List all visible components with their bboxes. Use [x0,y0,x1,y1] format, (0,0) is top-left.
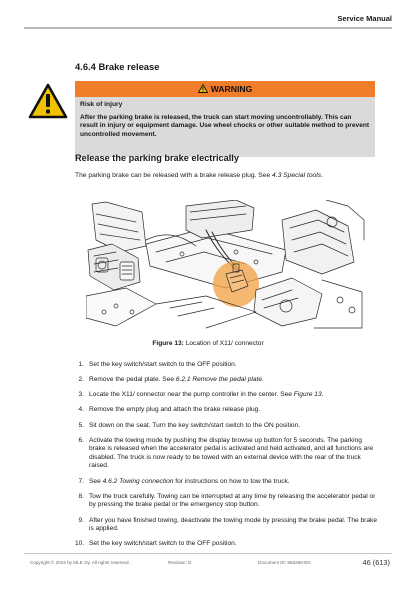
list-item [75,376,380,385]
list-item [75,391,380,400]
step-number: 7. [78,477,84,485]
page-number: 46 (613) [362,558,390,567]
list-item [75,517,380,534]
step-reference-link[interactable]: Figure 13 [293,391,322,399]
step-text: Remove the empty plug and attach the brake release plug. [89,406,261,414]
figure-caption [0,340,416,347]
step-reference-link[interactable]: 4.6.2 Towing connection [102,477,174,485]
step-number: 2. [78,376,84,384]
step-text: Activate the towing mode by pushing the display browse up button for 5 seconds. The parking brake is released when the accelerator pedal is activated and held activated, and all functions are disabled. The truck is now ready to be towed with an external device with the rear of the truck raised. [89,436,374,470]
header-divider [24,27,392,29]
step-number: 6. [78,436,84,444]
list-item [75,422,380,431]
footer-revision: Revision: D [168,560,192,565]
warning-body [75,97,375,157]
step-text: Tow the truck carefully. Towing can be interrupted at any time by releasing the accelerator pedal or by pressing the brake pedal or the emergency stop button. [89,492,376,509]
connector-location-figure [86,200,366,330]
subsection-title: Release the parking brake electrically [75,153,239,163]
step-text-suffix: . [321,391,324,399]
step-number: 5. [78,421,84,429]
intro-suffix: . [321,172,323,179]
intro-reference-link[interactable]: 4.3 Special tools [272,172,322,179]
warning-banner [75,81,375,97]
intro-paragraph [75,172,323,179]
step-number: 10. [75,540,85,548]
step-number: 9. [78,516,84,524]
step-text: Set the key switch/start switch to the OFF position. [89,361,237,368]
step-text: After you have finished towing, deactivate the towing mode by pressing the brake pedal. The brake is applied. [89,516,377,533]
step-number: 4. [78,406,84,414]
list-item [75,437,380,471]
step-text: See [89,477,103,485]
section-title: 4.6.4 Brake release [75,61,160,72]
warning-heading: Risk of injury [80,101,123,108]
figure-caption-label: Figure 13: [152,340,184,347]
step-reference-link[interactable]: 6.2.1 Remove the pedal plate [175,376,263,384]
step-text: Remove the pedal plate. See [89,376,176,384]
warning-label: WARNING [210,84,253,94]
footer-copyright: Copyright © 2024 by MLE Oy. All rights reserved. [30,560,130,565]
list-item [75,478,380,487]
step-text: Locate the X11/ connector near the pump controller in the center. See [89,391,294,399]
step-number: 3. [78,391,84,399]
list-item [75,406,380,415]
intro-text: The parking brake can be released with a brake release plug. See [75,172,273,179]
step-text: Set the key switch/start switch to the OFF position. [89,540,237,548]
procedure-steps-list [75,361,380,555]
step-number: 8. [78,492,84,500]
list-item [75,493,380,510]
footer-divider [24,553,392,554]
step-text-suffix: for instructions on how to tow the truck. [173,477,290,485]
figure-caption-text: Location of X11/ connector [183,340,264,347]
warning-small-icon [198,84,208,93]
warning-triangle-icon [28,83,68,119]
step-text-suffix: . [262,376,264,384]
list-item [75,540,380,549]
list-item [75,361,380,370]
footer-document-id: Document ID: 656260-EN [258,560,311,565]
page-header-title: Service Manual [337,14,392,23]
warning-text: After the parking brake is released, the truck can start moving uncontrollably. This can result in injury or equipment damage. Use wheel chocks or other suitable method to prevent uncontrolled movement. [80,114,370,138]
step-text: Sit down on the seat. Turn the key switch/start switch to the ON position. [89,421,301,429]
step-number: 1. [78,361,84,368]
